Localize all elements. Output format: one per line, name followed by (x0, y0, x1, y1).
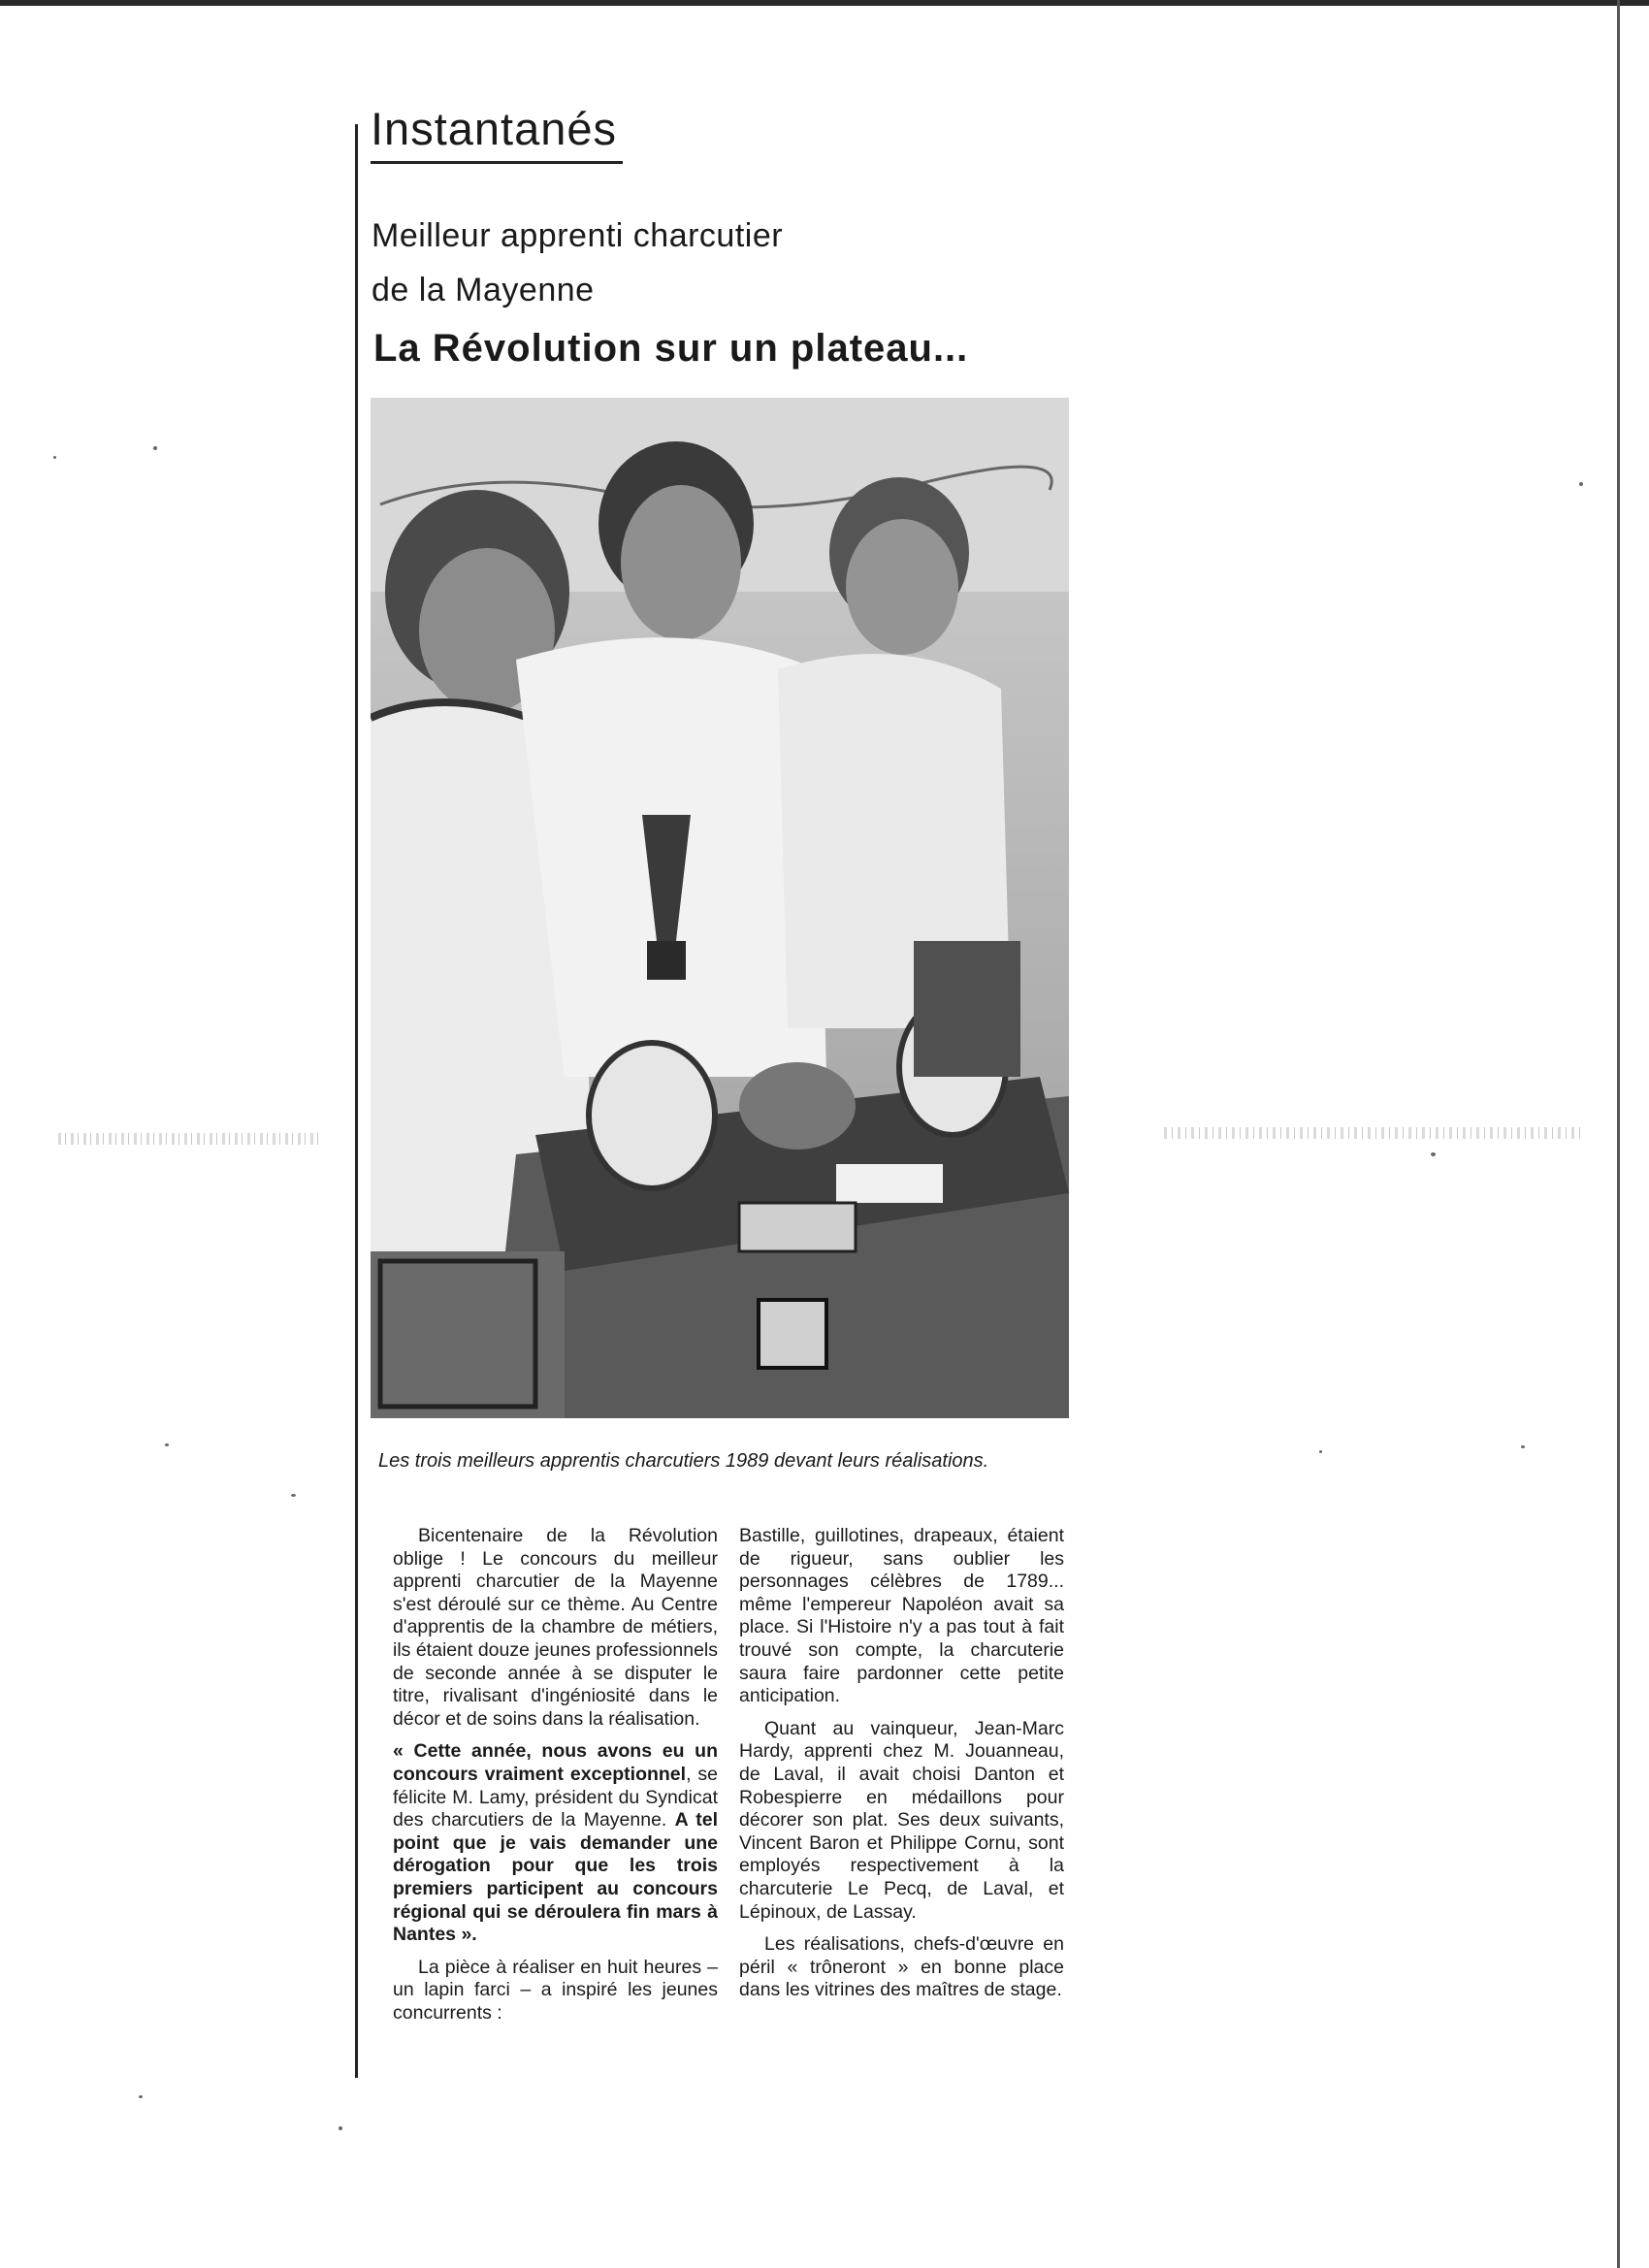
paragraph: Bicentenaire de la Révolution oblige ! Le concours du meilleur apprenti charcutier de la Mayenne s'est déroulé sur ce thème. Au Centre d'apprentis de la chambre de métiers, ils étaient douze jeunes professionnels de seconde année à se disputer le titre, rivalisant d'ingéniosité dans le décor et de soins dans la réalisation. (393, 1525, 718, 1730)
section-heading: Instantanés (371, 102, 623, 164)
scan-speck (1521, 1445, 1525, 1448)
kicker-line-1: Meilleur apprenti charcutier (372, 217, 784, 254)
scan-noise-right (1164, 1127, 1581, 1139)
scan-speck (339, 2126, 342, 2130)
scan-speck (153, 446, 157, 450)
photo (371, 398, 1069, 1418)
quote-part-1: « Cette année, nous avons eu un concours vraiment exceptionnel (393, 1740, 718, 1785)
photo-three-apprentices-icon (371, 398, 1069, 1418)
scan-speck (139, 2095, 143, 2098)
article-column-2 (739, 1525, 1064, 2012)
paragraph: Quant au vainqueur, Jean-Marc Hardy, apprenti chez M. Jouanneau, de Laval, il avait choisi Danton et Robespierre en médaillons pour décorer son plat. Ses deux suivants, Vincent Baron et Philippe Cornu, sont employés respectivement à la charcuterie Le Pecq, de Laval, et Lépinoux, de Lassay. (739, 1717, 1064, 1923)
headline: La Révolution sur un plateau... (373, 327, 969, 370)
photo-caption: Les trois meilleurs apprentis charcutiers 1989 devant leurs réalisations. (378, 1450, 989, 1472)
paragraph: La pièce à réaliser en huit heures – un lapin farci – a inspiré les jeunes concurrents : (393, 1956, 718, 2024)
article-column-1 (393, 1525, 718, 2034)
scan-top-edge (0, 0, 1649, 6)
scan-noise-left (58, 1133, 320, 1145)
kicker (372, 209, 954, 317)
kicker-line-2: de la Mayenne (372, 272, 595, 308)
scan-right-edge (1617, 0, 1620, 2268)
scan-speck (53, 456, 56, 459)
scan-speck (1319, 1450, 1322, 1453)
quote-attribution: , se félicite M. Lamy, président du Syndicat des charcutiers de la Mayenne. (393, 1763, 718, 1831)
quote-part-2: A tel point que je vais demander une dérogation pour que les trois premiers participent au concours régional qui se déroulera fin mars à Nantes ». (393, 1809, 718, 1946)
scan-speck (165, 1443, 169, 1446)
paragraph: Les réalisations, chefs-d'œuvre en péril « trôneront » en bonne place dans les vitrines des maîtres de stage. (739, 1933, 1064, 2001)
paragraph-quote (393, 1740, 718, 1946)
paragraph: Bastille, guillotines, drapeaux, étaient de rigueur, sans oublier les personnages célèbres de 1789... même l'empereur Napoléon avait sa place. Si l'Histoire n'y a pas tout à fait trouvé son compte, la charcuterie saura faire pardonner cette petite anticipation. (739, 1525, 1064, 1707)
scan-speck (291, 1494, 296, 1497)
scan-speck (1579, 482, 1583, 486)
column-rule (355, 124, 358, 2078)
scan-speck (1431, 1152, 1436, 1156)
